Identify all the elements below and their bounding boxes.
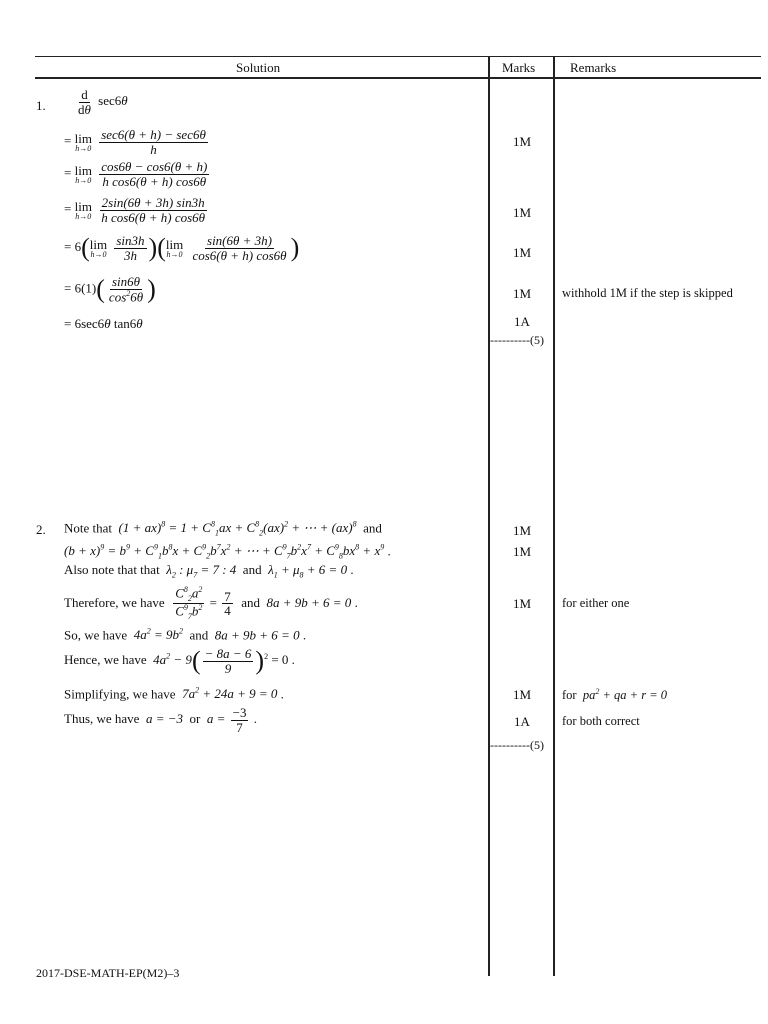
q1-step-1: = lim h→0 $\frac{\sec 6(\theta + h) - \sec 6\theta}{h}$ [64, 127, 206, 157]
q2-simplifying: Simplifying, we have [64, 686, 176, 702]
q1-mark-2: 1M [512, 205, 532, 220]
top-rule [35, 56, 761, 57]
q2-line-8: Thus, we have a = −3 or a = $\frac{-3}{7}$ . [64, 705, 257, 735]
q2-remark-form: for $pa^2$ + qa + r = 0 [562, 687, 667, 703]
q2-mark-3: 1M [512, 596, 532, 611]
marks-header: Marks [502, 60, 536, 75]
q2-mark-5: 1A [514, 714, 530, 729]
q2-and-4: and [189, 627, 209, 643]
remarks-header: Remarks [570, 60, 617, 75]
q1-step-3: = lim h→0 $\frac{2\sin(6\theta + 3h) \sin 3h}{\text{h cos6(θ + h) cos6θ}}$ [64, 195, 206, 225]
q1-mark-3: 1M [512, 245, 532, 260]
marks-column-right-border [553, 56, 555, 976]
q2-line-7: Simplifying, we have $7a^2 + 24a + 9 = 0$ . [64, 686, 284, 702]
q2-number: 2. [36, 522, 46, 537]
q2-total: ----------(5) [490, 738, 544, 752]
q2-mark-1: 1M [512, 523, 532, 538]
q1-mark-5: 1A [514, 314, 530, 329]
q2-and-1: and [363, 520, 382, 536]
q2-line-6: Hence, we have $4a^2 - 9$( $\frac{- 8a - 6}{9}$ )$^2$ = 0 . [64, 646, 295, 676]
q1-step-0: $\frac{d}{d\theta}$ sec6θ [78, 87, 128, 117]
q1-mark-4: 1M [512, 286, 532, 301]
q2-therefore: Therefore, we have [64, 594, 165, 610]
solution-header: Solution [236, 60, 281, 75]
header-rule [35, 77, 761, 79]
q1-mark-1: 1M [512, 134, 532, 149]
q1-remark: withhold 1M if the step is skipped [562, 286, 733, 300]
q2-also-note: Also note that that [64, 562, 160, 577]
q2-line-4: Therefore, we have $\frac{C^8_2a^2}{C^9_7b^2}$ = $\frac{7}{4}$ and 8a + 9b + 6 = 0 . [64, 585, 358, 622]
q2-hence: Hence, we have [64, 652, 147, 668]
q1-step-2: = lim h→0 $\frac{\cos 6\theta - \cos 6(\theta + h)}{\text{h cos6(θ + h) cos6θ}}$ [64, 159, 208, 189]
q2-line-3: Also note that that $\lambda_2$ : $\mu_7 = 7$ : 4 and $\lambda_1 + \mu_8 + 6 = 0$ . [64, 562, 354, 580]
q2-and-3: and [241, 594, 260, 610]
q2-line-1: Note that $(1 + ax)^8 = 1 + C^8_1ax + C^8_2(ax)^2$ + ⋯ + (ax)$^8$ and [64, 520, 382, 538]
q1-step-4: = 6(lim h→0 $\frac{\sin 3h}{3h}$ )(lim h→0 $\frac{\sin(6\theta + 3h)}{\cos 6(\theta + h) \cos 6\theta}$ ) [64, 233, 300, 263]
q2-remark-both: for both correct [562, 714, 640, 728]
q1-number: 1. [36, 98, 46, 113]
q2-line-2: $(b + x)^9 = b^9 + C^9_1b^8x + C^9_2b^7x^2$ + ⋯ + $C^9_7b^2x^7 + C^9_8bx^8 + x^9$ . [64, 543, 391, 561]
q2-so: So, we have [64, 627, 128, 643]
q1-step-6: = 6sec6θ tan6θ [64, 316, 143, 331]
q2-mark-4: 1M [512, 687, 532, 702]
q2-remark-either: for either one [562, 596, 630, 610]
q1-step-5: = 6(1)( $\frac{\sin 6\theta}{\cos^26\theta}$ ) [64, 274, 156, 304]
page-footer: 2017-DSE-MATH-EP(M2)–3 [36, 966, 180, 980]
q2-or: or [189, 711, 201, 727]
marks-column-left-border [488, 56, 490, 976]
q2-mark-2: 1M [512, 544, 532, 559]
q2-note-that: Note that [64, 520, 113, 536]
q2-line-5: So, we have $4a^2 = 9b^2$ and 8a + 9b + 6 = 0 . [64, 627, 307, 643]
q2-and-2: and [242, 562, 262, 577]
q1-total: ----------(5) [490, 333, 544, 347]
q2-thus: Thus, we have [64, 711, 140, 727]
